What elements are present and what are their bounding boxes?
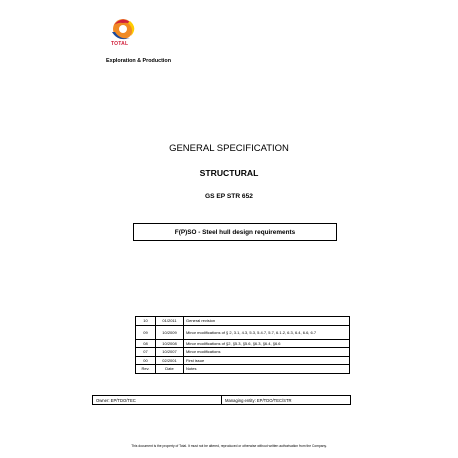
revision-table: [135, 316, 350, 374]
rev-cell: 07: [136, 348, 156, 357]
date-header: Date: [156, 365, 184, 374]
table-row: [136, 348, 350, 357]
rev-cell: 00: [136, 356, 156, 365]
document-heading: GENERAL SPECIFICATION: [169, 143, 289, 154]
notes-cell: Minor modifications of § 2, 3.1, 4.3, 5.3, 5.4.7, 5.7, 6.1.2, 6.3, 6.4, 6.6, 6.7: [184, 325, 350, 339]
notes-cell: First issue: [184, 356, 350, 365]
document-title: F(P)SO - Steel hull design requirements: [174, 228, 296, 236]
rev-cell: 10: [136, 317, 156, 326]
date-cell: 10/2008: [156, 339, 184, 348]
notes-cell: Minor modifications: [184, 348, 350, 357]
division-label: Exploration & Production: [106, 58, 171, 64]
table-row: [136, 317, 350, 326]
notes-cell: General revision: [184, 317, 350, 326]
document-title-box: [133, 223, 337, 241]
table-header-row: [136, 365, 350, 374]
footer-notice: This document is the property of Total. It must not be altered, reproduced or otherwise without written authorisation from the Company.: [131, 444, 327, 448]
table-row: [93, 396, 351, 405]
notes-cell: Minor modifications of §2, §5.3, §5.6, §6.3, §6.4, §6.6: [184, 339, 350, 348]
date-cell: 10/2007: [156, 348, 184, 357]
table-row: [136, 339, 350, 348]
table-row: [136, 325, 350, 339]
owner-table: [92, 395, 351, 405]
rev-header: Rev.: [136, 365, 156, 374]
table-row: [136, 356, 350, 365]
rev-cell: 09: [136, 325, 156, 339]
document-code: GS EP STR 652: [205, 193, 253, 200]
document-discipline: STRUCTURAL: [199, 168, 259, 178]
date-cell: 10/2009: [156, 325, 184, 339]
date-cell: 02/2001: [156, 356, 184, 365]
notes-header: Notes: [184, 365, 350, 374]
brand-name: TOTAL: [111, 41, 129, 47]
date-cell: 01/2011: [156, 317, 184, 326]
owner-cell: Owner: EP/TDO/TEC: [93, 396, 222, 405]
managing-entity-cell: Managing entity: EP/TDO/TEC/STR: [222, 396, 351, 405]
total-logo-icon: [108, 16, 138, 42]
rev-cell: 08: [136, 339, 156, 348]
